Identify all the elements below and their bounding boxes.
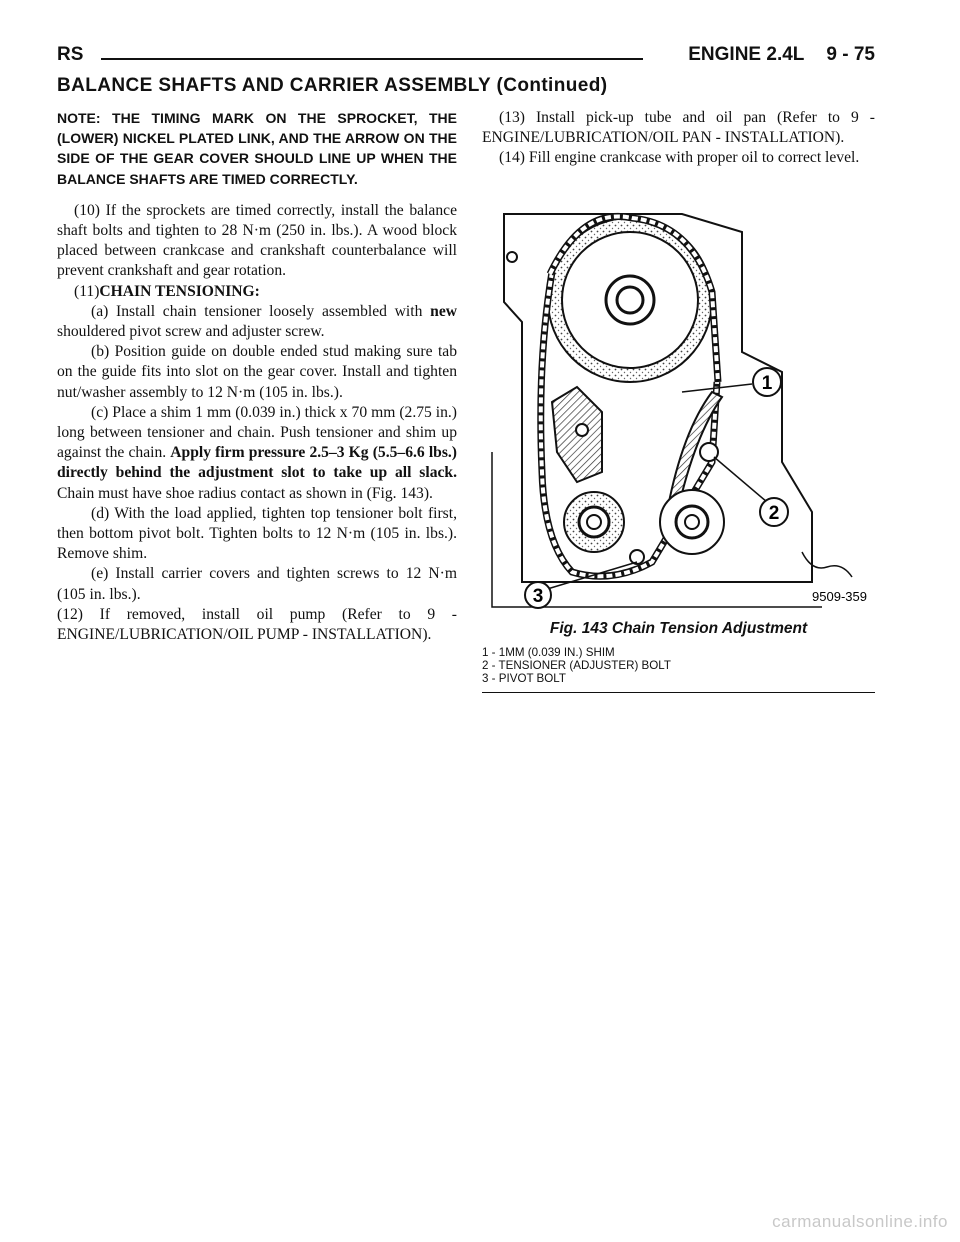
step-11-title: CHAIN TENSIONING:	[99, 282, 260, 300]
step-11d: (d) With the load applied, tighten top tensioner bolt first, then bottom pivot bolt. Tighten bolts to 12 N·m (105 in. lbs.). Remove shim.	[57, 504, 457, 563]
chain-tension-figure	[482, 212, 875, 612]
step-11c-bold: Apply firm pressure 2.5–3 Kg (5.5–6.6 lbs.) directly behind the adjustment slot to take up all slack.	[57, 444, 457, 482]
figure-legend	[482, 646, 875, 685]
header-rule	[101, 58, 643, 60]
step-10: (10) If the sprockets are timed correctly, install the balance shaft bolts and tighten to 28 N·m (250 in. lbs.). A wood block placed between crankcase and crankshaft counterbalance will prevent crankshaft and gear rotation.	[57, 201, 457, 280]
callout-3: 3	[532, 586, 544, 607]
legend-item-1: 1 - 1MM (0.039 IN.) SHIM	[482, 646, 615, 659]
right-column	[482, 108, 875, 169]
header-right	[688, 44, 875, 66]
step-12: (12) If removed, install oil pump (Refer to 9 - ENGINE/LUBRICATION/OIL PUMP - INSTALLATION).	[57, 605, 457, 644]
legend-item-3: 3 - PIVOT BOLT	[482, 672, 566, 685]
figure-code: 9509-359	[812, 589, 867, 604]
step-11e: (e) Install carrier covers and tighten screws to 12 N·m (105 in. lbs.).	[57, 565, 457, 603]
callout-1: 1	[761, 373, 773, 394]
step-11a-text-end: shouldered pivot screw and adjuster screw.	[57, 323, 325, 341]
timing-note: NOTE: THE TIMING MARK ON THE SPROCKET, THE (LOWER) NICKEL PLATED LINK, AND THE ARROW ON THE SIDE OF THE GEAR COVER SHOULD LINE UP WHEN THE BALANCE SHAFTS ARE TIMED CORRECTLY.	[57, 110, 457, 187]
step-11c	[57, 403, 457, 504]
callout-2: 2	[768, 503, 780, 524]
step-11c-text-end: Chain must have shoe radius contact as shown in (Fig. 143).	[57, 484, 433, 502]
left-column	[57, 108, 457, 645]
header-section-code: RS	[57, 44, 84, 65]
step-11b: (b) Position guide on double ended stud making sure tab on the guide fits into slot on the gear cover. Install and tighten nut/washer assembly to 12 N·m (105 in. lbs.).	[57, 343, 457, 401]
step-11a-text: (a) Install chain tensioner loosely assembled with	[91, 302, 423, 320]
header-page-number: 9 - 75	[826, 44, 875, 65]
step-11-number: (11)	[74, 282, 100, 300]
header-engine: ENGINE 2.4L	[688, 44, 805, 65]
step-11a	[57, 302, 457, 342]
chain-tension-illustration	[482, 212, 875, 612]
site-watermark: carmanualsonline.info	[772, 1212, 948, 1231]
legend-rule	[482, 692, 875, 693]
section-title: BALANCE SHAFTS AND CARRIER ASSEMBLY (Continued)	[57, 75, 608, 96]
step-14: (14) Fill engine crankcase with proper oil to correct level.	[499, 149, 860, 167]
legend-item-2: 2 - TENSIONER (ADJUSTER) BOLT	[482, 659, 671, 672]
page-header	[57, 38, 875, 68]
step-13: (13) Install pick-up tube and oil pan (Refer to 9 - ENGINE/LUBRICATION/OIL PAN - INSTALLATION).	[482, 109, 875, 147]
step-11a-bold: new	[430, 302, 457, 320]
figure-caption: Fig. 143 Chain Tension Adjustment	[549, 620, 808, 637]
step-11	[57, 282, 457, 302]
step-11c-text: (c) Place a shim 1 mm (0.039 in.) thick x 70 mm (2.75 in.) long between tensioner and chain. Push tensioner and shim up against the chain.	[57, 403, 457, 462]
